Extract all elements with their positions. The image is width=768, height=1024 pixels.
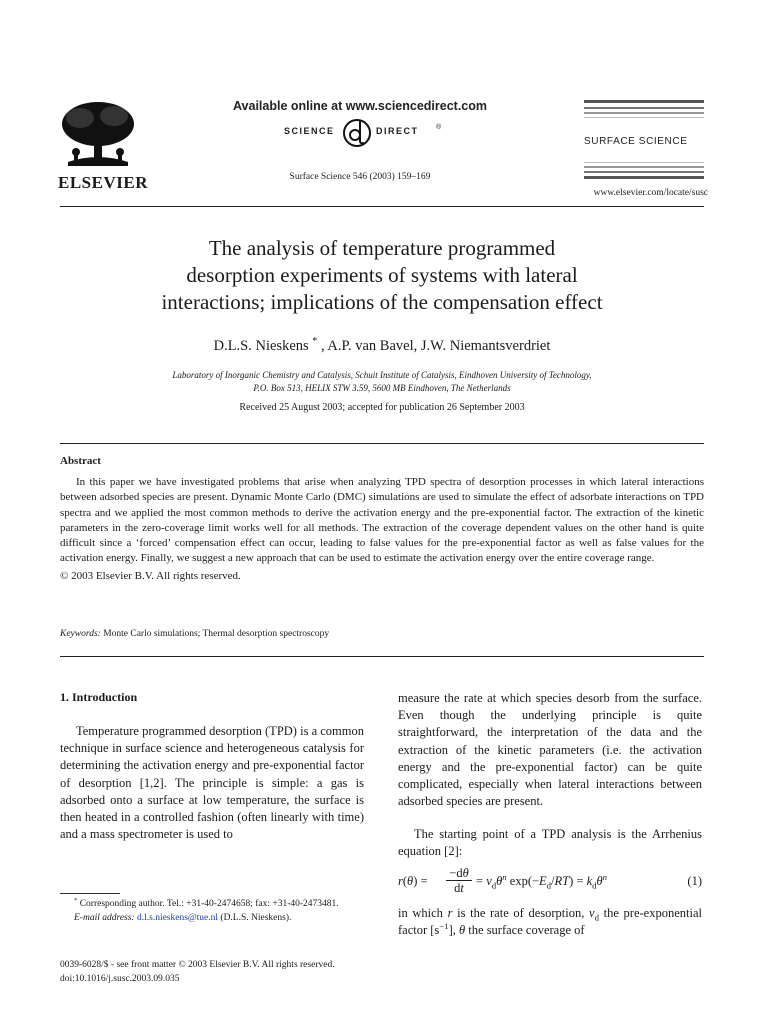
article-title	[60, 235, 704, 316]
title-line-2: desorption experiments of systems with lateral	[186, 263, 578, 287]
equation-number: (1)	[687, 874, 702, 888]
section-heading-introduction: 1. Introduction	[60, 690, 138, 704]
title-line-3: interactions; implications of the compensation effect	[161, 290, 603, 314]
footnote-corresponding-text: Corresponding author. Tel.: +31-40-2474658; fax: +31-40-2473481.	[77, 899, 339, 909]
title-line-1: The analysis of temperature programmed	[208, 236, 556, 260]
right-column-paragraph-3: in which r is the rate of desorption, $v_d$ the pre-exponential factor $[s^{-1}]$, θ the surface coverage of	[398, 906, 702, 938]
abstract-top-rule	[60, 443, 704, 444]
authors	[60, 338, 704, 355]
received-date: Received 25 August 2003; accepted for publication 26 September 2003	[239, 402, 525, 413]
footnote-rule	[60, 893, 120, 894]
equation-arrhenius: r(θ) = −dθ dt = $v_d\theta^n$ $\exp(-E_d/RT) = k_d\theta^n$ (1)	[398, 866, 702, 895]
author-rest: , A.P. van Bavel, J.W. Niemantsverdriet	[320, 338, 551, 354]
affiliation	[60, 369, 704, 395]
journal-url-link[interactable]: www.elsevier.com/locate/susc	[593, 188, 708, 198]
sciencedirect-at-icon	[342, 117, 372, 149]
intro-paragraph-1: Temperature programmed desorption (TPD) is a common technique in surface science and heterogeneous catalysis for determining the activation energy and pre-exponential factor of desorption [1,2]. The principle is simple: a gas is adsorbed onto a surface at low temperature, the surface is then heated in a controlled fashion (often linearly with time) and a mass spectrometer is used to	[60, 724, 364, 842]
author-first: D.L.S. Nieskens	[213, 338, 309, 354]
equation-fraction: −dθ dt	[446, 866, 472, 895]
abstract-body	[60, 475, 704, 584]
science-word: SCIENCE	[284, 126, 335, 136]
email-label: E-mail address:	[74, 913, 135, 923]
abstract-heading: Abstract	[60, 455, 101, 467]
right-column-paragraph-1: measure the rate at which species desorb from the surface. Even though the underlying principle is quite straightforward, the interpretation of the data and the extraction of the kinetic parameters (i.e. the activation energy and the pre-exponential factor) can be quite complicated, especially when lateral interactions between adsorbed species are present.	[398, 691, 702, 809]
keywords-label: Keywords:	[60, 629, 101, 639]
keywords	[60, 629, 329, 639]
header-divider	[60, 206, 704, 207]
abstract-copyright: © 2003 Elsevier B.V. All rights reserved.	[60, 569, 241, 582]
footnote-email	[60, 911, 364, 925]
affiliation-line-1: Laboratory of Inorganic Chemistry and Catalysis, Schuit Institute of Catalysis, Eindhoven University of Technology,	[172, 370, 592, 380]
sciencedirect-logo	[284, 117, 454, 151]
journal-name: SURFACE SCIENCE	[584, 136, 688, 147]
email-link[interactable]: d.l.s.nieskens@tue.nl	[136, 913, 219, 923]
footer-doi: doi:10.1016/j.susc.2003.09.035	[60, 974, 180, 984]
elsevier-tree-icon	[58, 100, 138, 170]
elsevier-wordmark: ELSEVIER	[58, 173, 148, 192]
journal-logo	[584, 100, 704, 180]
footnote	[60, 897, 364, 925]
elsevier-logo	[58, 100, 148, 192]
right-column-paragraph-2: The starting point of a TPD analysis is the Arrhenius equation [2]:	[398, 827, 702, 859]
affiliation-line-2: P.O. Box 513, HELIX STW 3.59, 5600 MB Eindhoven, The Netherlands	[253, 383, 511, 393]
registered-mark: ®	[436, 124, 442, 131]
abstract-text: In this paper we have investigated problems that arise when analyzing TPD spectra of desorption processes in which lateral interactions between adsorbed species are present. Dynamic Monte Carlo (DMC) simulations are used to simulate the effect of adsorbate interactions on TPD spectra and we applied the most common methods to derive the activation energy and the pre-exponential factor. The extraction of the kinetic parameters in the zero-coverage limit works well for all methods. The extraction of the coverage dependent values on the other hand is quite difficult since a ‘forced’ compensation effect can occur, leading to false values for the pre-exponential factor as well as false values for the activation energy. Finally, we suggest a new approach that can be used to estimate the activation energy over the entire coverage range.	[60, 476, 704, 565]
keywords-text: Monte Carlo simulations; Thermal desorption spectroscopy	[100, 629, 330, 639]
direct-word: DIRECT	[376, 126, 419, 136]
available-online-text: Available online at www.sciencedirect.com	[232, 99, 488, 113]
journal-citation: Surface Science 546 (2003) 159–169	[289, 172, 431, 182]
email-suffix: (D.L.S. Nieskens).	[218, 913, 292, 923]
footnote-star: *	[74, 896, 78, 904]
footnote-corresponding	[60, 897, 364, 911]
footer-issn: 0039-6028/$ - see front matter © 2003 Elsevier B.V. All rights reserved.	[60, 960, 335, 970]
corresponding-star: *	[312, 336, 318, 348]
page-footer	[60, 958, 335, 986]
abstract-bottom-rule	[60, 656, 704, 657]
